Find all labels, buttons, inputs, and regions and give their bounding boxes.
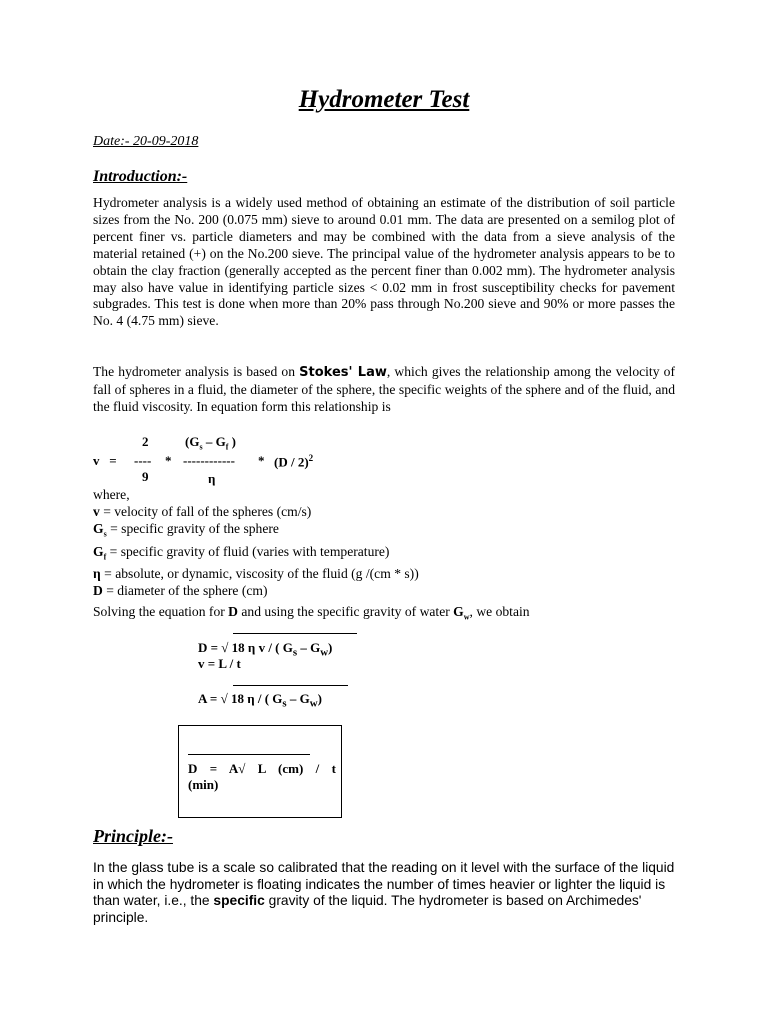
- eq-rhs-exponent: 2: [308, 453, 314, 463]
- def-gs-symbol: G: [93, 521, 104, 536]
- f1-w: w: [320, 646, 329, 659]
- eq-num-close: ): [228, 434, 236, 449]
- sqrt-vinculum-1: [233, 633, 357, 634]
- where-label: where,: [93, 487, 130, 502]
- formula-a: [198, 691, 322, 710]
- def-gs-text: = specific gravity of the sphere: [106, 521, 279, 536]
- introduction-paragraph: Hydrometer analysis is a widely used method of obtaining an estimate of the distribution of soil particle sizes from the No. 200 (0.075 mm) sieve to around 0.01 mm. The data are presented on a semilog plot of percent finer vs. particle diameters and may be combined with the data from a sieve analysis of the material retained (+) on the No.200 sieve. The principal value of the hydrometer analysis appears to be to obtain the clay fraction (generally accepted as the percent finer than 0.002 mm). The hydrometer analysis may also have value in identifying particle sizes < 0.02 mm in frost susceptibility checks for pavement subgrades. This test is done when more than 20% pass through No.200 sieve and 90% or more passes the No. 4 (4.75 mm) sieve.: [93, 195, 675, 329]
- def-gf: [93, 543, 419, 566]
- variable-definitions: [93, 486, 419, 599]
- stokes-law-term: Stokes' Law: [299, 365, 387, 380]
- eq-num-minus: – G: [202, 434, 226, 449]
- def-eta: [93, 565, 419, 582]
- equation-fraction-bar-2: ------------: [183, 453, 235, 468]
- def-gf-symbol: G: [93, 543, 104, 559]
- solving-a: Solving the equation for: [93, 604, 229, 619]
- sqrt-vinculum-2: [233, 685, 348, 686]
- f3-s: s: [282, 697, 287, 710]
- equation-fraction-numerator: [185, 434, 236, 452]
- equation-lhs: v =: [93, 453, 117, 468]
- f1-c: ): [328, 640, 333, 655]
- f1-b: – G: [297, 640, 321, 655]
- page-title: Hydrometer Test: [298, 86, 470, 113]
- equation-multiply-2: *: [258, 453, 265, 468]
- equation-eta: η: [208, 471, 216, 486]
- equation-multiply-1: *: [165, 453, 172, 468]
- box-sqrt-vinculum: [188, 754, 310, 755]
- principle-text-a: In the glass tube is a scale so calibrated that the reading on it level with the surface of the liquid in which the hydrometer is floating indicates the number of times heavier or lighter the liquid is than water, i.e., the: [93, 860, 675, 909]
- solving-c: , we obtain: [469, 604, 530, 619]
- boxed-formula: [178, 725, 342, 818]
- def-d-text: = diameter of the sphere (cm): [102, 583, 268, 599]
- f1-s: s: [292, 646, 298, 659]
- def-v-text: = velocity of fall of the spheres (cm/s): [99, 504, 312, 519]
- f3-b: – G: [286, 691, 310, 706]
- solving-b: and using the specific gravity of water: [238, 604, 454, 619]
- solving-sentence: [93, 604, 530, 622]
- principle-text-bold: specific: [213, 893, 265, 909]
- f3-w: w: [309, 697, 318, 710]
- def-gf-sub: f: [103, 552, 107, 562]
- def-gs: [93, 520, 419, 543]
- solving-d: D: [228, 604, 238, 619]
- principle-text-b: gravity of the liquid. The hydrometer is based on Archimedes' principle.: [93, 893, 642, 925]
- def-gs-sub: s: [103, 529, 107, 539]
- equation-denominator-9: 9: [142, 469, 149, 484]
- def-v-symbol: v: [93, 504, 100, 519]
- equation-fraction-bar-1: ----: [134, 453, 152, 468]
- def-d: [93, 582, 419, 599]
- date-line: Date:- 20-09-2018: [93, 134, 199, 149]
- formula-v: v = L / t: [198, 656, 241, 671]
- eq-rhs-text: (D / 2): [274, 454, 309, 470]
- f3-c: ): [317, 691, 322, 706]
- principle-heading: Principle:-: [93, 826, 173, 846]
- f3-a: A = √ 18 η / ( G: [198, 691, 283, 706]
- boxed-formula-line1: D = A√ L (cm) / t: [188, 761, 336, 776]
- stokes-law-paragraph: [93, 364, 675, 416]
- stokes-text-b: , which gives the relationship among the velocity of fall of spheres in a fluid, the diameter of the sphere, the specific weights of the sphere and of the fluid, and the fluid viscosity. In equation form this relationship is: [93, 364, 675, 414]
- eq-num-sub-f: f: [225, 442, 229, 452]
- def-d-symbol: D: [93, 583, 103, 599]
- def-gf-text: = specific gravity of fluid (varies with temperature): [106, 543, 390, 559]
- equation-numerator-2: 2: [142, 434, 149, 449]
- stokes-text-a: The hydrometer analysis is based on: [93, 364, 300, 379]
- solving-gw-sub: w: [463, 612, 470, 622]
- def-v: [93, 503, 419, 520]
- principle-paragraph: [93, 860, 683, 926]
- introduction-heading: Introduction:-: [93, 168, 188, 185]
- def-eta-symbol: η: [93, 566, 101, 582]
- f1-a: D = √ 18 η v / ( G: [198, 640, 293, 655]
- eq-num-open: (G: [185, 434, 200, 449]
- solving-gw: G: [453, 604, 464, 619]
- boxed-formula-line2: (min): [188, 777, 219, 792]
- def-eta-text: = absolute, or dynamic, viscosity of the fluid (g /(cm * s)): [100, 566, 419, 582]
- equation-rhs: [274, 453, 313, 470]
- eq-num-sub-s: s: [199, 442, 203, 452]
